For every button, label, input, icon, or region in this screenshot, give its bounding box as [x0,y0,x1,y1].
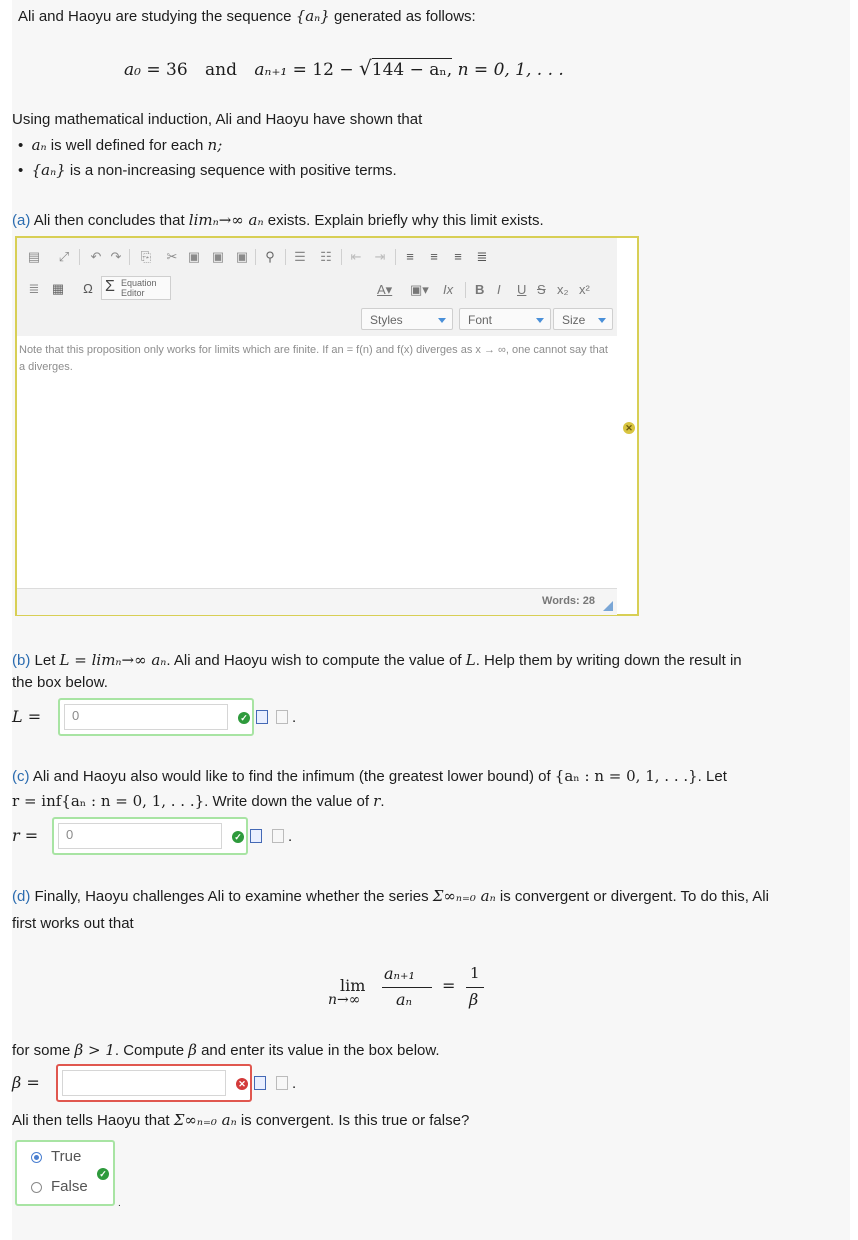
horizontal-rule-icon[interactable]: ≣ [28,281,40,296]
part-c-text3: . Write down the value of [204,793,374,810]
italic-button[interactable]: I [497,282,501,297]
special-char-icon[interactable]: Ω [83,281,93,296]
bullet-2 [18,160,397,181]
chevron-down-icon [438,318,446,323]
editor-toolbar [17,238,617,337]
part-d-var: β = [12,1073,40,1092]
strike-button[interactable]: S [537,282,546,297]
part-c-input-wrapper [52,817,248,855]
lim-word: lim [340,976,366,995]
separator [395,249,396,265]
true-false-group [15,1140,115,1206]
cut-icon[interactable]: ✂ [166,249,178,264]
align-left-icon[interactable]: ≡ [406,249,414,264]
intro-text [18,6,476,27]
intro-prefix: Ali and Haoyu are studying the sequence [18,8,296,25]
size-combo[interactable] [553,308,613,330]
part-b-text1: Let [34,652,60,669]
find-icon[interactable]: ⚲ [265,249,275,264]
period: . [288,828,293,845]
numbered-list-icon[interactable]: ☰ [294,249,306,264]
align-right-icon[interactable]: ≡ [454,249,462,264]
rhs-denominator: β [469,990,479,1009]
equation-label-2: Editor [121,288,145,298]
def-and: and [205,60,238,80]
def-range: n = 0, 1, . . . [457,60,564,80]
undo-icon[interactable]: ↶ [90,249,102,264]
part-a-question [12,210,544,231]
preview-icon[interactable] [250,829,262,843]
correct-check-icon: ✓ [238,712,250,724]
part-b-math2: L [465,651,476,669]
period: . [292,1075,297,1092]
syntax-help-icon[interactable] [276,1076,288,1090]
part-c-math3: r [373,792,381,810]
period: . [292,709,297,726]
ratio-denominator: aₙ [396,990,413,1009]
maximize-icon[interactable]: ⤢ [58,249,70,264]
part-d-claim [12,1110,469,1131]
outdent-icon[interactable]: ⇤ [350,249,362,264]
partial-mark-icon: ✕ [623,422,635,434]
beta-text1: for some [12,1042,75,1059]
sigma-icon: Σ [105,278,115,295]
justify-icon[interactable]: ≣ [476,249,488,264]
correct-check-icon: ✓ [232,831,244,843]
font-label: Font [468,313,493,327]
part-d-text1: Finally, Haoyu challenges Ali to examine whether the series [34,888,433,905]
part-d-text2: is convergent or divergent. To do this, Ali [495,888,769,905]
sequence-definition [124,56,564,82]
part-d-input-wrapper [56,1064,252,1102]
def-eq2: = 12 − [292,60,354,80]
intro-seq: {aₙ} [295,7,330,25]
table-icon[interactable]: ▦ [51,281,65,296]
period: . [118,1198,121,1209]
part-b-label: (b) [12,652,31,669]
redo-icon[interactable]: ↷ [110,249,122,264]
ratio-bar [382,987,432,988]
separator [255,249,256,265]
syntax-help-icon[interactable] [272,829,284,843]
option-true-label[interactable]: True [51,1148,82,1165]
word-count: Words: 28 [542,595,595,607]
source-icon[interactable]: ▤ [27,249,41,264]
part-d-label: (d) [12,888,31,905]
align-center-icon[interactable]: ≡ [430,249,438,264]
beta-text2: . Compute [114,1042,189,1059]
limit-equals: = [442,976,456,995]
limit-display [326,960,506,1020]
part-a-math: limₙ→∞ aₙ [188,211,264,229]
part-b-text2: . Ali and Haoyu wish to compute the value of [166,652,466,669]
part-c-line2 [12,791,385,812]
bullet-2-text: is a non-increasing sequence with positive terms. [65,162,397,179]
part-b-question [12,650,742,671]
def-eq1: = 36 [146,60,188,80]
part-b-math1: L = limₙ→∞ aₙ [59,651,167,669]
preview-icon[interactable] [254,1076,266,1090]
bullet-2-math: {aₙ} [31,161,66,179]
text-color-button[interactable]: A▾ [377,282,393,297]
correct-check-icon: ✓ [97,1168,109,1180]
radio-true[interactable] [31,1152,42,1163]
part-b-input-wrapper [58,698,254,736]
part-d-line2: first works out that [12,915,134,932]
paste-icon[interactable]: ▣ [187,249,201,264]
paste-word-icon[interactable]: ▣ [235,249,249,264]
indent-icon[interactable]: ⇥ [374,249,386,264]
syntax-help-icon[interactable] [276,710,288,724]
claim-text2: is convergent. Is this true or false? [236,1112,470,1129]
superscript-button[interactable]: x² [579,282,590,297]
separator [285,249,286,265]
chevron-down-icon [536,318,544,323]
font-combo[interactable] [459,308,551,330]
bullet-list-icon[interactable]: ☷ [320,249,332,264]
separator [129,249,130,265]
chevron-down-icon [598,318,606,323]
bullet-dot: • [18,162,32,179]
rhs-numerator: 1 [470,964,480,982]
separator [465,282,466,298]
editor-statusbar [17,588,617,615]
part-c-math1: {aₙ : n = 0, 1, . . .} [554,767,698,785]
bullet-1 [18,135,222,156]
styles-combo[interactable] [361,308,453,330]
option-false-label[interactable]: False [51,1178,88,1195]
beta-math1: β > 1 [74,1041,115,1059]
size-label: Size [562,313,586,327]
bullet-1-text: is well defined for each [46,137,208,154]
editor-content[interactable]: Note that this proposition only works for limits which are finite. If an = f(n) and f(x) diverges as x → ∞, one cannot say that a diverges. [17,336,617,588]
part-c-var: r = [12,826,39,845]
part-b-input[interactable]: 0 [64,704,228,730]
part-a-text2: exists. Explain briefly why this limit exists. [263,212,544,229]
part-c-text1: Ali and Haoyu also would like to find the infimum (the greatest lower bound) of [32,768,555,785]
part-d-math1: Σ∞ₙ₌₀ aₙ [432,887,496,905]
induction-lead: Using mathematical induction, Ali and Haoyu have shown that [12,111,423,128]
intro-suffix: generated as follows: [329,8,476,25]
part-d-input[interactable] [62,1070,226,1096]
part-d-question [12,886,769,907]
part-b-text3: . Help them by writing down the result in [475,652,742,669]
part-c-text4: . [380,793,385,810]
bold-button[interactable]: B [475,282,485,297]
part-a-text1: Ali then concludes that [33,212,189,229]
equation-label-1: Equation [121,278,157,288]
beta-text3: and enter its value in the box below. [196,1042,440,1059]
sqrt-symbol: √ [359,56,372,80]
equation-editor-button[interactable] [101,276,171,300]
separator [341,249,342,265]
remove-format-button[interactable]: Ix [443,282,454,297]
underline-button[interactable]: U [517,282,527,297]
preview-icon[interactable] [256,710,268,724]
separator [79,249,80,265]
bullet-dot: • [18,137,32,154]
def-a0: a₀ [124,60,141,80]
part-b-var: L = [12,707,42,726]
part-c-input[interactable]: 0 [58,823,222,849]
radio-false[interactable] [31,1182,42,1193]
rhs-bar [466,987,484,988]
subscript-button[interactable]: x₂ [557,282,569,297]
def-anp1: aₙ₊₁ [254,60,288,80]
resize-handle-icon[interactable] [603,601,613,611]
paste-text-icon[interactable]: ▣ [211,249,225,264]
incorrect-x-icon: ✕ [236,1078,248,1090]
styles-label: Styles [370,313,403,327]
beta-math2: β [188,1041,197,1059]
part-b-line2: the box below. [12,674,108,691]
part-a-label: (a) [12,212,31,229]
bg-color-button[interactable]: ▣▾ [410,282,429,297]
part-c-label: (c) [12,768,30,785]
ratio-numerator: aₙ₊₁ [384,964,415,983]
part-c-text2: . Let [697,768,727,785]
copy-icon[interactable]: ⎘ [140,249,152,264]
claim-text1: Ali then tells Haoyu that [12,1112,174,1129]
lim-subscript: n→∞ [328,992,361,1008]
bullet-1-math2: n; [207,136,223,154]
claim-math: Σ∞ₙ₌₀ aₙ [173,1111,237,1129]
part-c-question [12,766,727,787]
part-c-math2: r = inf{aₙ : n = 0, 1, . . .} [12,792,205,810]
part-d-beta-text [12,1040,440,1061]
bullet-1-math: aₙ [31,136,47,154]
answer-editor[interactable] [15,236,639,616]
question-page [12,0,850,1240]
def-radicand: 144 − aₙ, [371,60,453,80]
